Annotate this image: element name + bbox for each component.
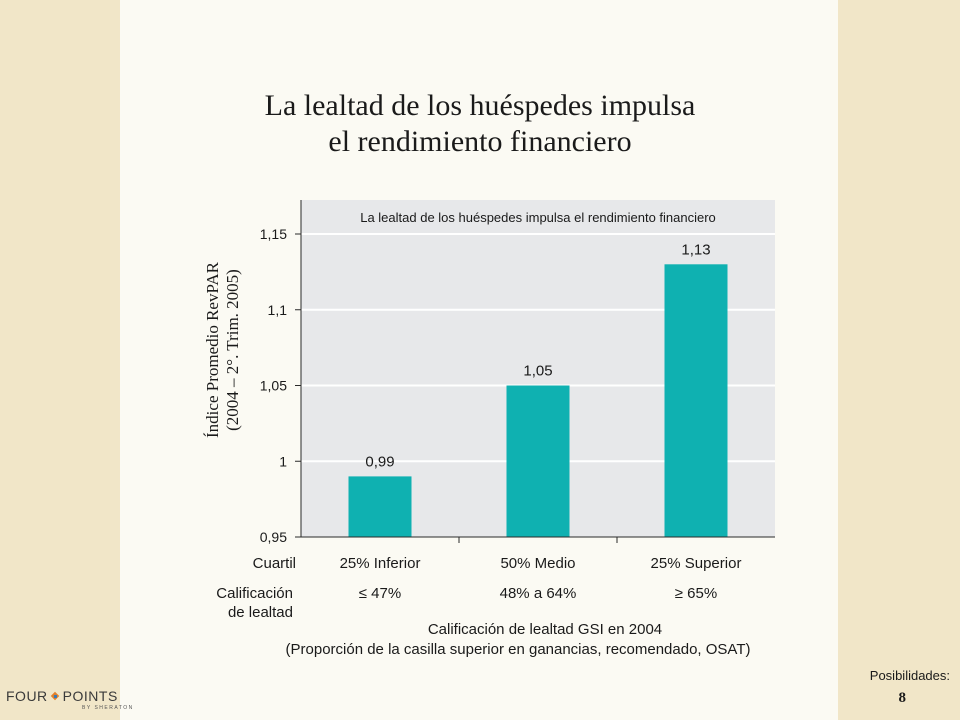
loyalty-score-label: ≤ 47%: [358, 585, 402, 602]
bar: [507, 386, 570, 538]
slide-title-line-1: La lealtad de los huéspedes impulsa: [264, 89, 696, 122]
brand-name-right: POINTS: [62, 688, 118, 704]
brand-name-left: FOUR: [6, 688, 48, 704]
x-axis-title-line-2: (Proporción de la casilla superior en ganancias, recomendado, OSAT): [285, 641, 751, 658]
loyalty-row-label-line-2: de lealtad: [227, 604, 293, 621]
bar-value-label: 1,05: [523, 362, 553, 380]
category-label: 25% Superior: [650, 555, 742, 572]
bar: [349, 476, 412, 537]
y-tick-label: 0,95: [259, 529, 287, 545]
y-tick-label: 1,05: [259, 377, 287, 394]
y-tick-label: 1: [279, 453, 287, 470]
chart-title: La lealtad de los huéspedes impulsa el rendimiento financiero: [360, 210, 716, 225]
category-label: 25% Inferior: [339, 555, 421, 572]
slide-title-line-2: el rendimiento financiero: [328, 125, 632, 158]
category-labels: [340, 537, 742, 602]
footer-label: Posibilidades:: [869, 668, 950, 683]
bar-value-label: 0,99: [365, 453, 395, 471]
y-axis-ticks: [260, 226, 301, 545]
brand-subtitle: BY SHERATON: [82, 705, 134, 711]
y-tick-label: 1,1: [267, 301, 287, 318]
loyalty-row-label-line-1: Calificación: [216, 585, 293, 602]
four-points-logo: [6, 688, 134, 711]
y-axis-title-line-1: Índice Promedio RevPAR: [203, 262, 222, 438]
star-icon: [51, 692, 60, 701]
y-axis-title-line-2: (2004 – 2°. Trim. 2005): [223, 269, 242, 431]
y-tick-label: 1,15: [259, 226, 287, 242]
loyalty-score-label: 48% a 64%: [499, 585, 577, 602]
x-axis-title-line-1: Calificación de lealtad GSI en 2004: [427, 621, 663, 638]
y-axis-title: [203, 261, 242, 438]
loyalty-score-label: ≥ 65%: [674, 585, 718, 602]
bar-value-label: 1,13: [681, 241, 711, 259]
category-label: 50% Medio: [500, 555, 576, 572]
page-number: 8: [898, 690, 906, 706]
quartile-row-label: Cuartil: [252, 555, 296, 572]
bar: [665, 264, 728, 537]
